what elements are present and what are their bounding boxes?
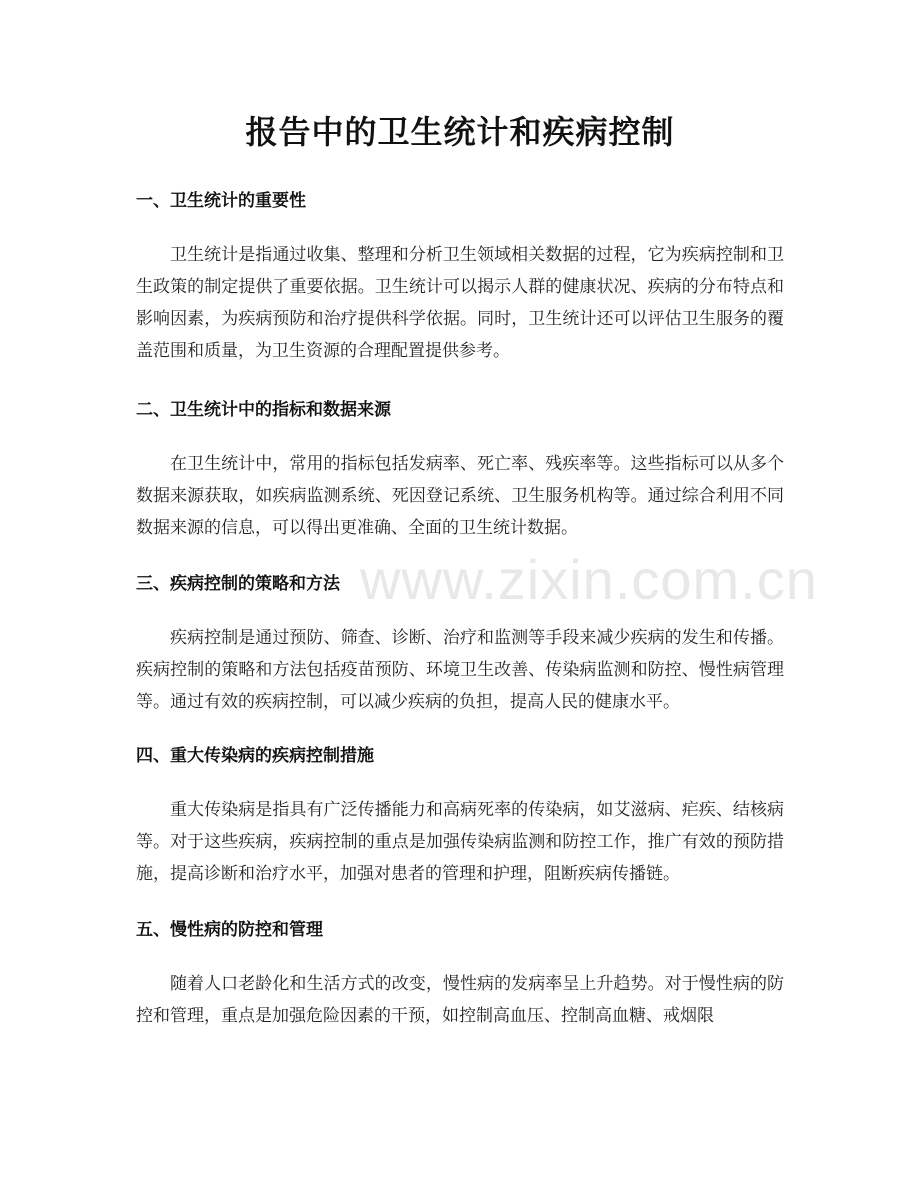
section-4 xyxy=(136,744,784,890)
section-paragraph: 卫生统计是指通过收集、整理和分析卫生领域相关数据的过程，它为疾病控制和卫生政策的制定提供了重要依据。卫生统计可以揭示人群的健康状况、疾病的分布特点和影响因素，为疾病预防和治疗提供科学依据。同时，卫生统计还可以评估卫生服务的覆盖范围和质量，为卫生资源的合理配置提供参考。 xyxy=(136,245,784,361)
section-heading: 四、重大传染病的疾病控制措施 xyxy=(136,746,374,766)
section-1 xyxy=(136,189,784,367)
section-5 xyxy=(136,918,784,1032)
section-2 xyxy=(136,398,784,544)
document-title: 报告中的卫生统计和疾病控制 xyxy=(245,113,675,151)
section-3 xyxy=(136,572,784,718)
section-heading: 二、卫生统计中的指标和数据来源 xyxy=(136,400,391,420)
section-paragraph: 重大传染病是指具有广泛传播能力和高病死率的传染病，如艾滋病、疟疾、结核病等。对于这些疾病，疾病控制的重点是加强传染病监测和防控工作，推广有效的预防措施，提高诊断和治疗水平，加强对患者的管理和护理，阻断疾病传播链。 xyxy=(136,800,784,884)
section-heading: 一、卫生统计的重要性 xyxy=(136,191,306,211)
section-paragraph: 随着人口老龄化和生活方式的改变，慢性病的发病率呈上升趋势。对于慢性病的防控和管理，重点是加强危险因素的干预，如控制高血压、控制高血糖、戒烟限 xyxy=(136,974,784,1026)
section-heading: 三、疾病控制的策略和方法 xyxy=(136,574,340,594)
watermark: www.zixin.com.cn xyxy=(360,548,818,611)
section-paragraph: 在卫生统计中，常用的指标包括发病率、死亡率、残疾率等。这些指标可以从多个数据来源获取，如疾病监测系统、死因登记系统、卫生服务机构等。通过综合利用不同数据来源的信息，可以得出更准确、全面的卫生统计数据。 xyxy=(136,454,784,538)
section-paragraph: 疾病控制是通过预防、筛查、诊断、治疗和监测等手段来减少疾病的发生和传播。疾病控制的策略和方法包括疫苗预防、环境卫生改善、传染病监测和防控、慢性病管理等。通过有效的疾病控制，可以减少疾病的负担，提高人民的健康水平。 xyxy=(136,628,784,712)
section-heading: 五、慢性病的防控和管理 xyxy=(136,920,323,940)
